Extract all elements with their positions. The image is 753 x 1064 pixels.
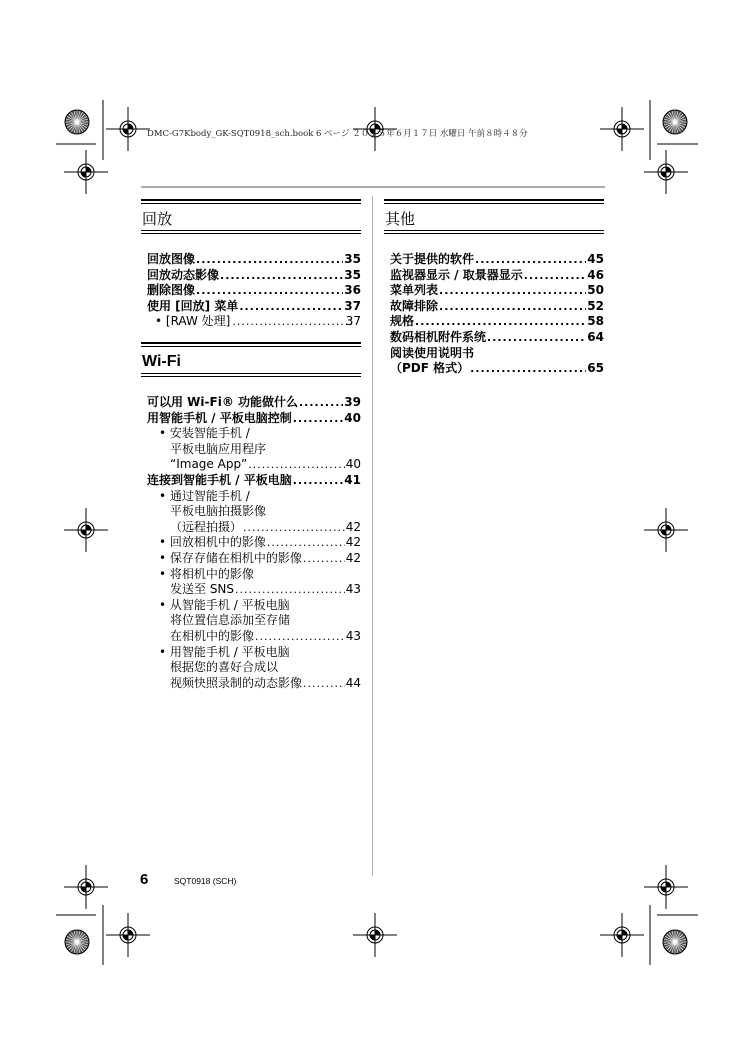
document-id: SQT0918 (SCH) [174,876,237,886]
column-divider [372,196,373,876]
starburst-registration-icon [663,930,687,954]
toc-subentry[interactable]: • 用智能手机 / 平板电脑 根据您的喜好合成以 视频快照录制的动态影像 ..... 44 [147,645,361,692]
crosshair-target-icon [600,107,644,151]
toc-wifi [147,395,361,691]
file-slug-header: DMC-G7Kbody_GK-SQT0918_sch.book 6 ページ ２０１５年６月１７日 水曜日 午前８時４８分 [147,129,528,139]
toc-subentry[interactable]: • 保存存储在相机中的影像 ..... 42 [147,551,361,567]
crosshair-target-icon [106,913,150,957]
crosshair-target-icon [600,913,644,957]
toc-entry[interactable]: 回放图像 ..... 35 [147,252,361,268]
toc-subentry[interactable]: • [RAW 处理] ..... 37 [147,314,361,330]
crosshair-target-icon [644,865,688,909]
toc-entry[interactable]: 规格 ..... 58 [390,314,604,330]
toc-entry[interactable]: 使用 [回放] 菜单 ..... 37 [147,299,361,315]
crosshair-target-icon [353,913,397,957]
toc-subentry[interactable]: • 通过智能手机 / 平板电脑拍摄影像 （远程拍摄） ..... 42 [147,489,361,536]
toc-entry[interactable]: 数码相机附件系统 ..... 64 [390,330,604,346]
crosshair-target-icon [64,150,108,194]
toc-subentry[interactable]: • 回放相机中的影像 ..... 42 [147,535,361,551]
toc-subentry[interactable]: • 安装智能手机 / 平板电脑应用程序 “Image App” ..... 40 [147,426,361,473]
toc-entry[interactable]: 故障排除 ..... 52 [390,299,604,315]
starburst-registration-icon [663,110,687,134]
toc-playback [147,252,361,330]
crosshair-target-icon [644,508,688,552]
toc-entry[interactable]: 关于提供的软件 ..... 45 [390,252,604,268]
crosshair-target-icon [644,150,688,194]
toc-entry[interactable]: 回放动态影像 ..... 35 [147,268,361,284]
section-title-other: 其他 [385,210,416,228]
section-title-wifi: Wi-Fi [142,353,181,370]
toc-subentry[interactable]: • 从智能手机 / 平板电脑 将位置信息添加至存储 在相机中的影像 ..... 43 [147,598,361,645]
toc-entry[interactable]: 阅读使用说明书 （PDF 格式） ..... 65 [390,346,604,377]
toc-entry[interactable]: 监视器显示 / 取景器显示 ..... 46 [390,268,604,284]
toc-entry[interactable]: 可以用 Wi-Fi® 功能做什么 ..... 39 [147,395,361,411]
section-other [384,199,604,234]
section-playback [141,199,361,234]
toc-subentry[interactable]: • 将相机中的影像 发送至 SNS ..... 43 [147,567,361,598]
section-title-playback: 回放 [142,210,173,228]
crosshair-target-icon [64,508,108,552]
toc-other [390,252,604,377]
toc-entry[interactable]: 删除图像 ..... 36 [147,283,361,299]
crosshair-target-icon [106,107,150,151]
starburst-registration-icon [65,930,89,954]
starburst-registration-icon [65,110,89,134]
toc-entry[interactable]: 用智能手机 / 平板电脑控制 ..... 40 [147,411,361,427]
top-rule [141,186,605,188]
toc-entry[interactable]: 连接到智能手机 / 平板电脑 ..... 41 [147,473,361,489]
toc-entry[interactable]: 菜单列表 ..... 50 [390,283,604,299]
section-wifi [141,342,361,377]
page-number: 6 [140,871,149,888]
crosshair-target-icon [64,865,108,909]
